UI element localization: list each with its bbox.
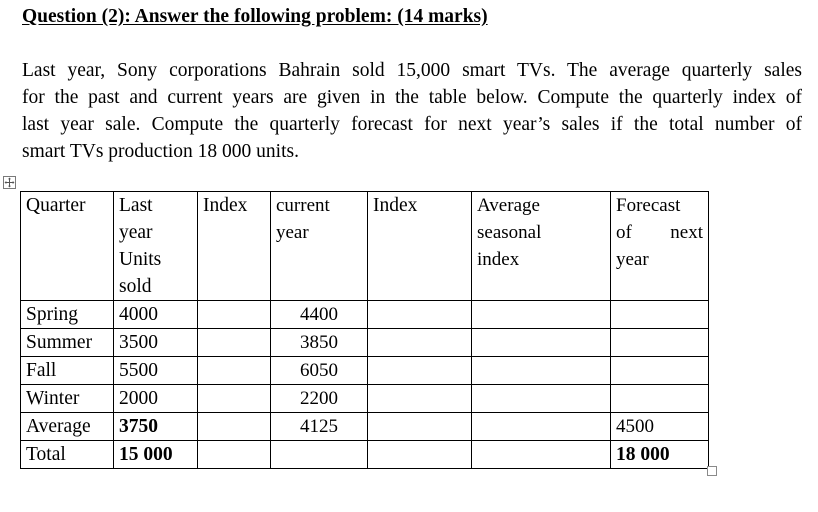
cell-last-year: 3750 bbox=[114, 413, 198, 441]
cell-current-year: 6050 bbox=[271, 357, 368, 385]
cell-quarter: Average bbox=[21, 413, 114, 441]
header-quarter: Quarter bbox=[21, 192, 114, 301]
cell-current-year: 3850 bbox=[271, 329, 368, 357]
cell-index bbox=[198, 301, 271, 329]
cell-forecast: 4500 bbox=[611, 413, 709, 441]
cell-index-2 bbox=[368, 385, 472, 413]
cell-last-year: 4000 bbox=[114, 301, 198, 329]
table-resize-handle-icon[interactable] bbox=[707, 466, 717, 476]
cell-quarter: Total bbox=[21, 441, 114, 469]
cell-current-year: 4125 bbox=[271, 413, 368, 441]
table-row bbox=[21, 413, 709, 441]
cell-avg-seasonal bbox=[472, 301, 611, 329]
cell-last-year: 3500 bbox=[114, 329, 198, 357]
problem-line: Last year, Sony corporations Bahrain sold 15,000 smart TVs. The average quarterly sales bbox=[22, 60, 802, 81]
table-header-row bbox=[21, 192, 709, 301]
cell-quarter: Fall bbox=[21, 357, 114, 385]
cell-last-year: 15 000 bbox=[114, 441, 198, 469]
cell-forecast: 18 000 bbox=[611, 441, 709, 469]
table-row bbox=[21, 329, 709, 357]
cell-avg-seasonal bbox=[472, 413, 611, 441]
problem-line: smart TVs production 18 000 units. bbox=[22, 141, 299, 162]
sales-table bbox=[20, 191, 709, 469]
cell-quarter: Summer bbox=[21, 329, 114, 357]
header-current-year: current year bbox=[271, 192, 368, 301]
cell-index-2 bbox=[368, 413, 472, 441]
cell-current-year bbox=[271, 441, 368, 469]
table-row bbox=[21, 385, 709, 413]
cell-current-year: 4400 bbox=[271, 301, 368, 329]
cell-forecast bbox=[611, 385, 709, 413]
cell-index bbox=[198, 385, 271, 413]
cell-avg-seasonal bbox=[472, 329, 611, 357]
header-forecast: Forecast of next year bbox=[611, 192, 709, 301]
cell-index bbox=[198, 357, 271, 385]
cell-index bbox=[198, 329, 271, 357]
table-move-handle-icon[interactable] bbox=[3, 176, 16, 189]
cell-current-year: 2200 bbox=[271, 385, 368, 413]
table-row bbox=[21, 301, 709, 329]
cell-last-year: 5500 bbox=[114, 357, 198, 385]
cell-index-2 bbox=[368, 329, 472, 357]
cell-index bbox=[198, 441, 271, 469]
cell-forecast bbox=[611, 357, 709, 385]
problem-paragraph bbox=[22, 57, 802, 165]
question-heading: Question (2): Answer the following problem: (14 marks) bbox=[22, 6, 488, 27]
header-average-seasonal-index: Average seasonal index bbox=[472, 192, 611, 301]
cell-index bbox=[198, 413, 271, 441]
problem-line: for the past and current years are given in the table below. Compute the quarterly index of bbox=[22, 87, 802, 108]
cell-index-2 bbox=[368, 357, 472, 385]
cell-last-year: 2000 bbox=[114, 385, 198, 413]
cell-quarter: Winter bbox=[21, 385, 114, 413]
header-index: Index bbox=[198, 192, 271, 301]
header-last-year: Last year Units sold bbox=[114, 192, 198, 301]
header-index-2: Index bbox=[368, 192, 472, 301]
cell-forecast bbox=[611, 329, 709, 357]
cell-forecast bbox=[611, 301, 709, 329]
cell-avg-seasonal bbox=[472, 385, 611, 413]
cell-avg-seasonal bbox=[472, 357, 611, 385]
cell-index-2 bbox=[368, 301, 472, 329]
cell-avg-seasonal bbox=[472, 441, 611, 469]
cell-index-2 bbox=[368, 441, 472, 469]
table-row bbox=[21, 357, 709, 385]
cell-quarter: Spring bbox=[21, 301, 114, 329]
problem-line: last year sale. Compute the quarterly forecast for next year’s sales if the total number of bbox=[22, 114, 802, 135]
table-row bbox=[21, 441, 709, 469]
